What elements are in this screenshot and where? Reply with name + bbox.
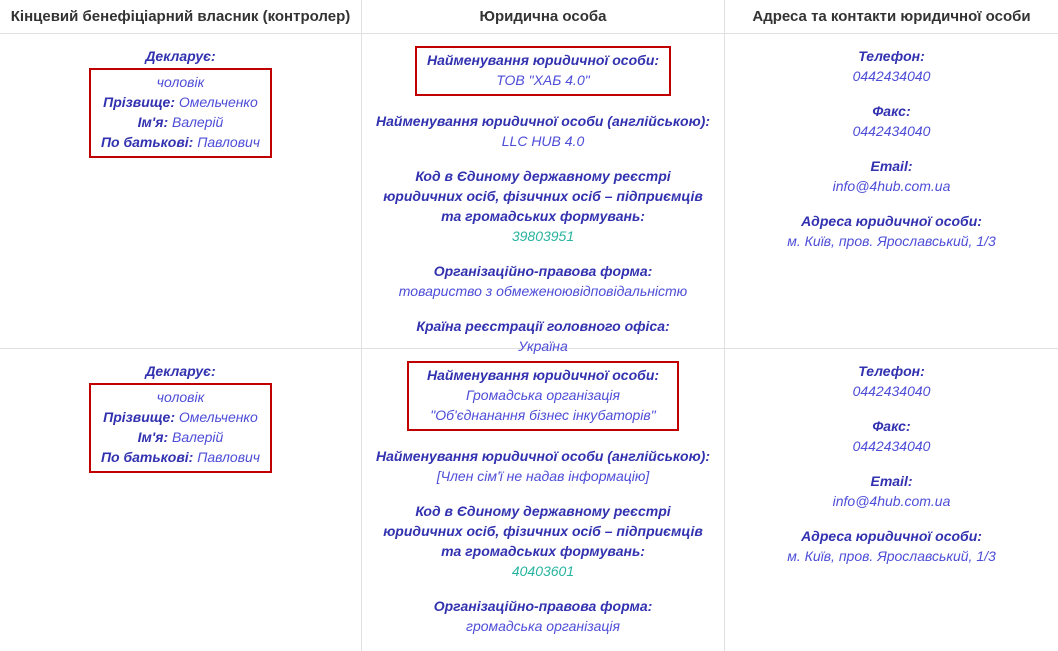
legal-form-label: Організаційно-правова форма: xyxy=(433,598,653,614)
fax-label: Факс: xyxy=(872,418,911,434)
email-label: Email: xyxy=(870,158,913,174)
patronymic-label: По батькові: xyxy=(100,449,194,465)
fax-value: 0442434040 xyxy=(852,123,931,139)
entity-cell xyxy=(362,34,725,354)
entity-name-en-value: LLC HUB 4.0 xyxy=(501,133,585,149)
edr-code-block xyxy=(376,501,710,581)
declared-person-box xyxy=(89,383,272,473)
declares-label: Декларує: xyxy=(145,363,216,379)
declares-label: Декларує: xyxy=(145,48,216,64)
phone-block xyxy=(739,46,1044,86)
first-name-label: Ім'я: xyxy=(137,429,169,445)
entity-name-en-block xyxy=(376,111,710,151)
legal-form-block xyxy=(376,596,710,636)
entity-name-label: Найменування юридичної особи: xyxy=(426,52,660,68)
edr-code-block xyxy=(376,166,710,246)
entity-name-box xyxy=(407,361,679,431)
entity-name-en-label: Найменування юридичної особи (англійською): xyxy=(376,113,711,129)
edr-code-link[interactable]: 40403601 xyxy=(511,563,575,579)
gender-value: чоловік xyxy=(156,74,205,90)
surname-label: Прізвище: xyxy=(103,409,175,425)
contacts-cell xyxy=(725,349,1058,651)
first-name-label: Ім'я: xyxy=(137,114,169,130)
entity-name-label: Найменування юридичної особи: xyxy=(426,367,660,383)
email-value: info@4hub.com.ua xyxy=(832,178,951,194)
fax-value: 0442434040 xyxy=(852,438,931,454)
surname-value: Омельченко xyxy=(178,409,258,425)
edr-code-link[interactable]: 39803951 xyxy=(511,228,575,244)
surname-label: Прізвище: xyxy=(103,94,175,110)
edr-code-label: Код в Єдиному державному реєстрі юридичних осіб, фізичних осіб – підприємців та громадських формувань: xyxy=(383,503,703,559)
address-value: м. Київ, пров. Ярославський, 1/3 xyxy=(787,548,996,564)
phone-value: 0442434040 xyxy=(852,383,931,399)
entity-name-en-block xyxy=(376,446,710,486)
phone-label: Телефон: xyxy=(858,48,925,64)
contacts-cell xyxy=(725,34,1058,349)
fax-label: Факс: xyxy=(872,103,911,119)
legal-form-block xyxy=(376,261,710,301)
first-name-line xyxy=(101,427,260,447)
legal-form-value: товариство з обмеженоювідповідальністю xyxy=(398,283,688,299)
address-value: м. Київ, пров. Ярославський, 1/3 xyxy=(787,233,996,249)
gender-value: чоловік xyxy=(156,389,205,405)
patronymic-line xyxy=(101,132,260,152)
entity-name-value: Громадська організація "Об'єднанання бізнес інкубаторів" xyxy=(430,387,656,423)
email-label: Email: xyxy=(870,473,913,489)
entity-name-block xyxy=(376,361,710,431)
first-name-value: Валерій xyxy=(172,429,224,445)
surname-line xyxy=(101,407,260,427)
column-header-contacts: Адреса та контакти юридичної особи xyxy=(725,0,1058,34)
phone-value: 0442434040 xyxy=(852,68,931,84)
entity-name-en-label: Найменування юридичної особи (англійською): xyxy=(376,448,711,464)
patronymic-line xyxy=(101,447,260,467)
entity-name-box xyxy=(415,46,671,96)
surname-line xyxy=(101,92,260,112)
patronymic-label: По батькові: xyxy=(100,134,194,150)
phone-label: Телефон: xyxy=(858,363,925,379)
fax-block xyxy=(739,101,1044,141)
entity-name-value: ТОВ "ХАБ 4.0" xyxy=(496,72,590,88)
address-label: Адреса юридичної особи: xyxy=(801,528,982,544)
owner-cell xyxy=(0,349,362,651)
address-block xyxy=(739,211,1044,251)
email-value: info@4hub.com.ua xyxy=(832,493,951,509)
patronymic-value: Павлович xyxy=(197,449,261,465)
patronymic-value: Павлович xyxy=(197,134,261,150)
country-label: Країна реєстрації головного офіса: xyxy=(416,318,670,334)
legal-form-label: Організаційно-правова форма: xyxy=(433,263,653,279)
email-block xyxy=(739,156,1044,196)
surname-value: Омельченко xyxy=(178,94,258,110)
edr-code-label: Код в Єдиному державному реєстрі юридичних осіб, фізичних осіб – підприємців та громадських формувань: xyxy=(383,168,703,224)
address-block xyxy=(739,526,1044,566)
legal-form-value: громадська організація xyxy=(466,618,620,634)
entity-name-en-value: [Член сім'ї не надав інформацію] xyxy=(436,468,650,484)
address-label: Адреса юридичної особи: xyxy=(801,213,982,229)
owner-cell xyxy=(0,34,362,349)
entity-cell xyxy=(362,349,725,651)
country-value: Україна xyxy=(518,338,568,354)
email-block xyxy=(739,471,1044,511)
phone-block xyxy=(739,361,1044,401)
column-header-owner: Кінцевий бенефіціарний власник (контролер) xyxy=(0,0,362,34)
entity-name-block xyxy=(376,46,710,96)
fax-block xyxy=(739,416,1044,456)
declared-person-box xyxy=(89,68,272,158)
first-name-line xyxy=(101,112,260,132)
column-header-entity: Юридична особа xyxy=(362,0,725,34)
first-name-value: Валерій xyxy=(172,114,224,130)
